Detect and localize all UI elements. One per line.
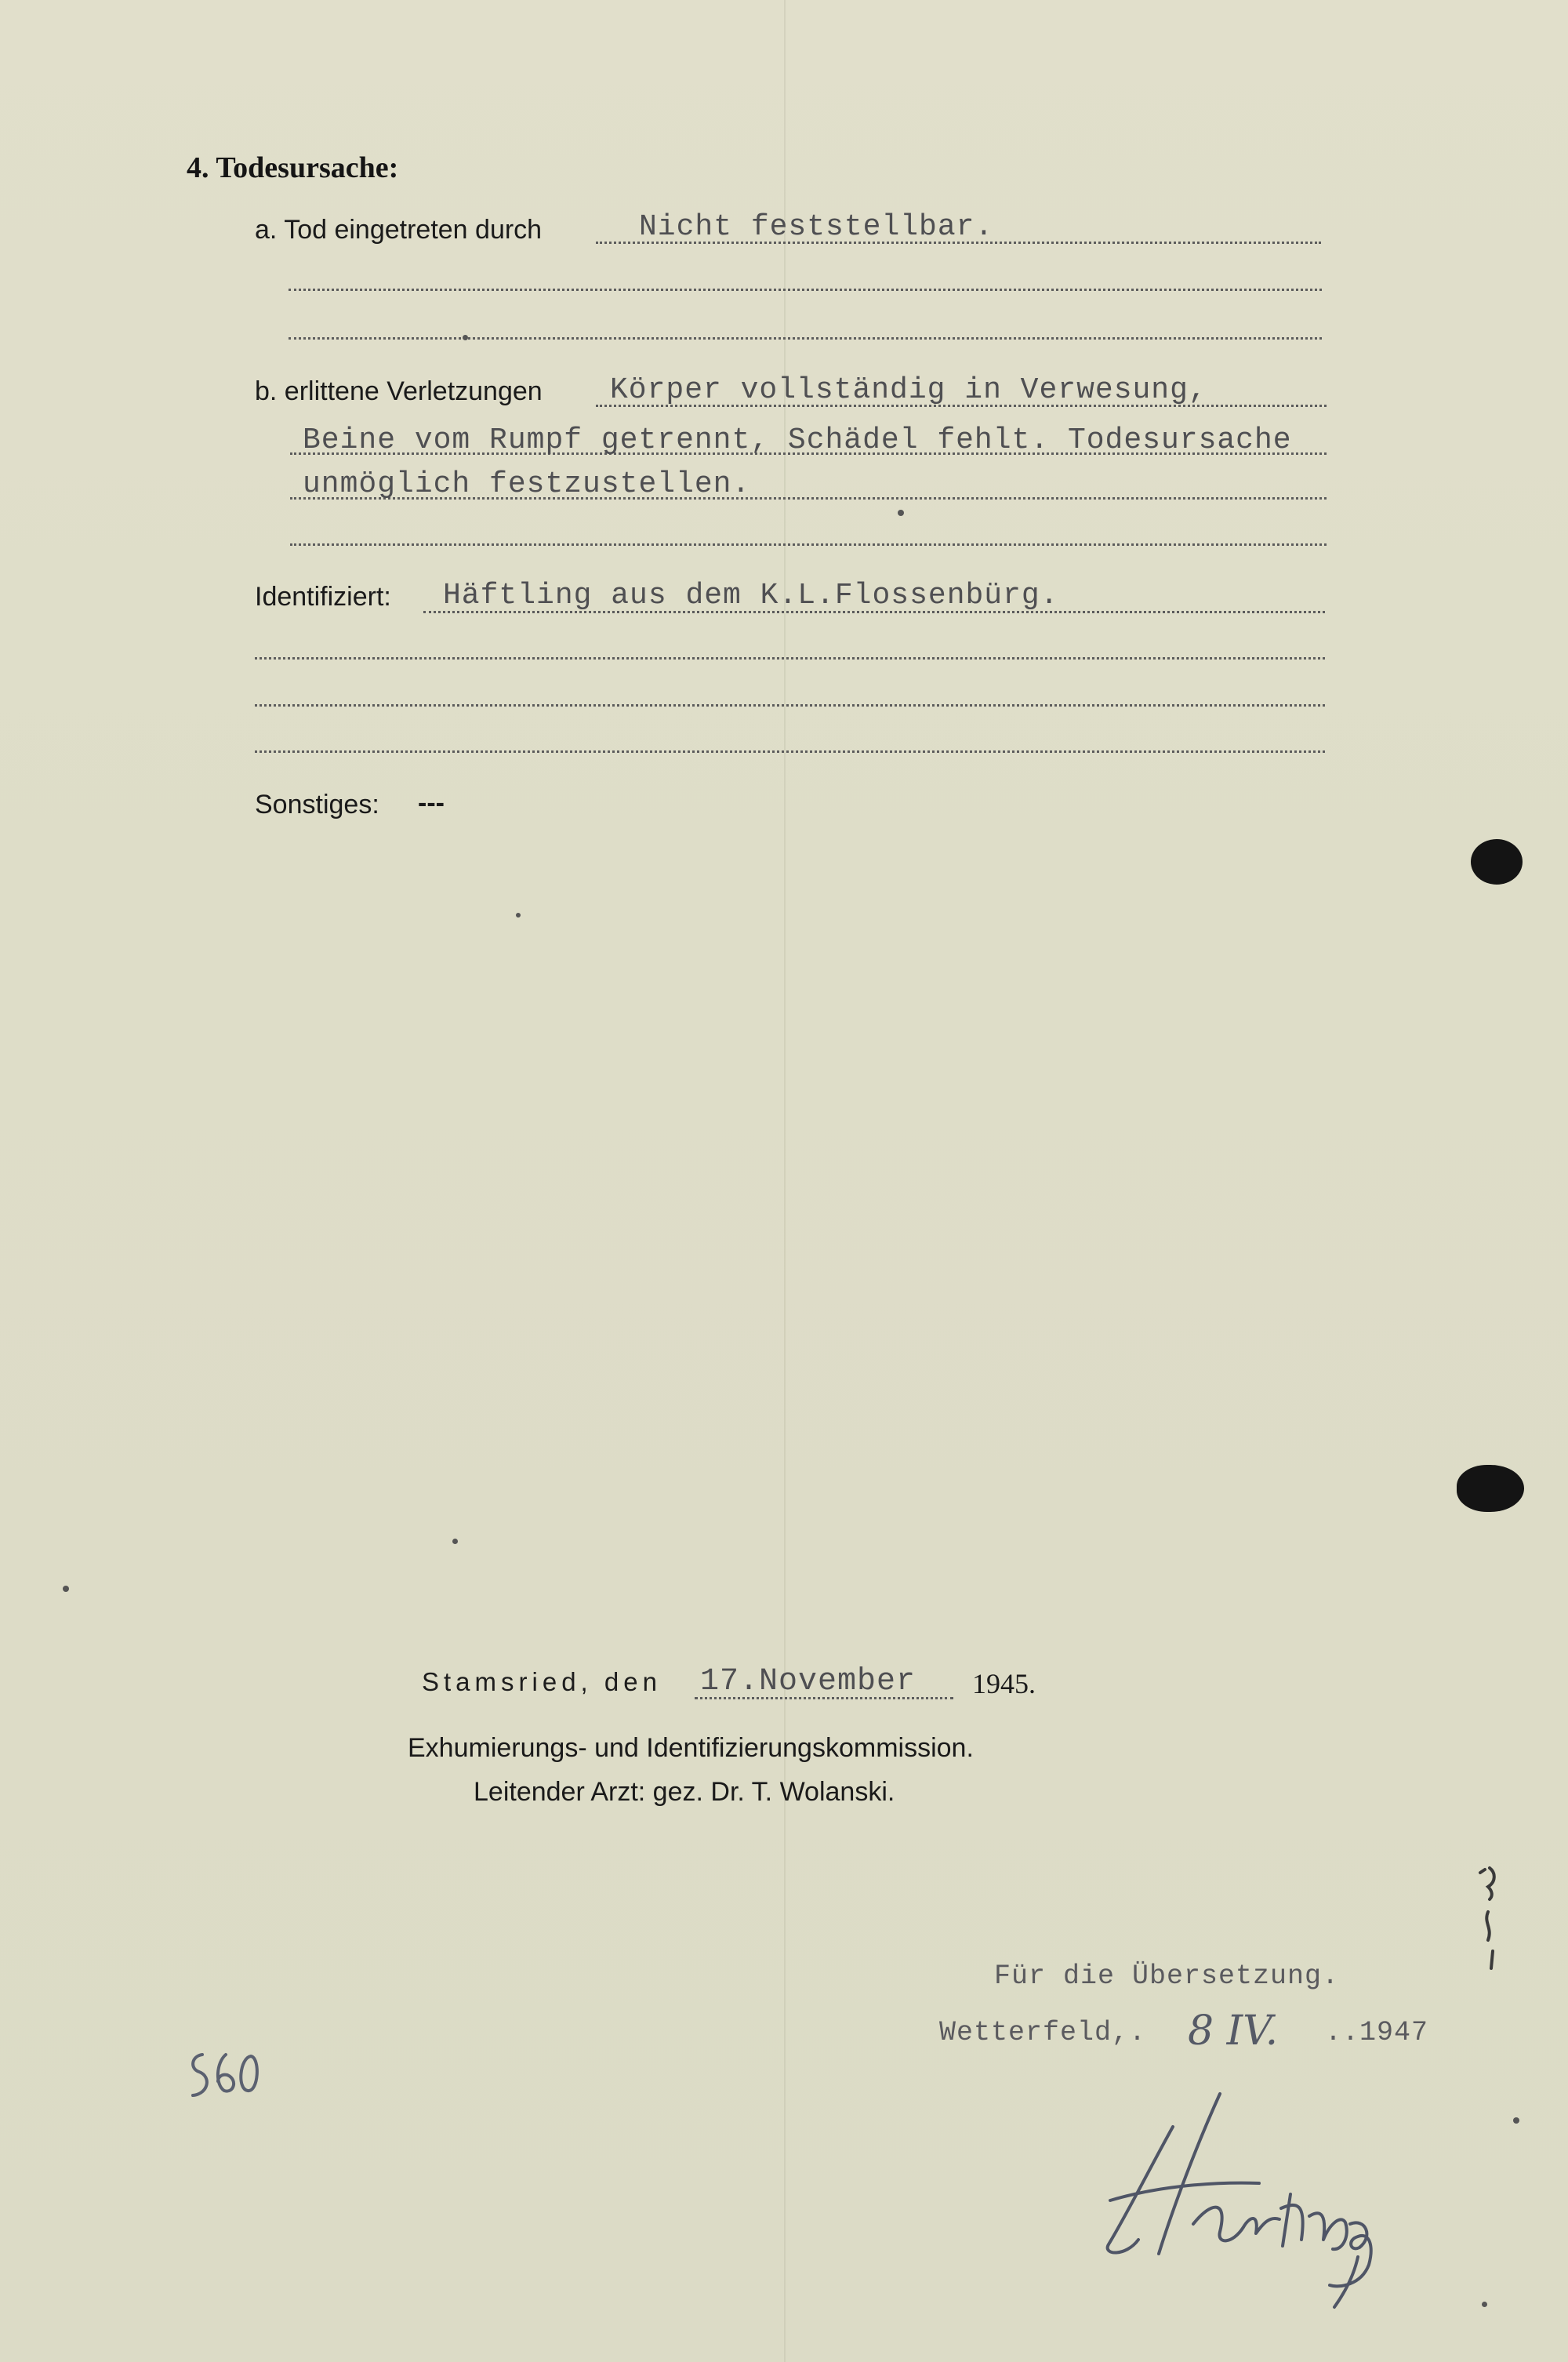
blank-line [255, 657, 1325, 660]
speck [516, 913, 521, 918]
translation-note: Für die Übersetzung. [994, 1960, 1340, 1992]
commission-name: Exhumierungs- und Identifizierungskommission. [408, 1733, 974, 1763]
speck [452, 1539, 458, 1544]
year-value: 1945. [972, 1668, 1036, 1699]
translation-year: ..1947 [1325, 2017, 1429, 2048]
other-value: --- [418, 788, 445, 818]
punch-hole [1471, 839, 1523, 885]
translation-date: 8 IV. [1188, 2008, 1279, 2055]
speck [463, 335, 468, 340]
translation-place: Wetterfeld,. [939, 2017, 1147, 2048]
injuries-line-1: Körper vollständig in Verwesung, [610, 373, 1207, 407]
blank-line [289, 337, 1322, 340]
speck [898, 510, 904, 516]
physician-line: Leitender Arzt: gez. Dr. T. Wolanski. [474, 1777, 895, 1807]
margin-mark [1469, 1865, 1508, 1982]
cause-value: Nicht feststellbar. [639, 210, 994, 244]
signature-handwritten [1094, 2083, 1392, 2310]
blank-line [255, 750, 1325, 753]
section-heading: 4. Todesursache: [187, 151, 399, 184]
identification-value: Häftling aus dem K.L.Flossenbürg. [443, 579, 1059, 612]
blank-line [290, 543, 1327, 546]
injuries-line-2: Beine vom Rumpf getrennt, Schädel fehlt. Todesursache [303, 423, 1292, 457]
fold-line [784, 0, 786, 2362]
identification-label: Identifiziert: [255, 582, 391, 612]
speck [1513, 2117, 1519, 2124]
punch-hole [1457, 1465, 1524, 1512]
injuries-label: b. erlittene Verletzungen [255, 376, 543, 406]
speck [1482, 2302, 1487, 2307]
blank-line [289, 289, 1322, 291]
page-number-handwritten [185, 2045, 263, 2108]
other-label: Sonstiges: [255, 790, 379, 819]
date-value: 17.November [700, 1664, 916, 1699]
blank-line [255, 704, 1325, 707]
place-label: Stamsried, den [422, 1667, 662, 1696]
injuries-line-3: unmöglich festzustellen. [303, 467, 751, 501]
cause-label: a. Tod eingetreten durch [255, 215, 543, 245]
speck [63, 1586, 69, 1592]
